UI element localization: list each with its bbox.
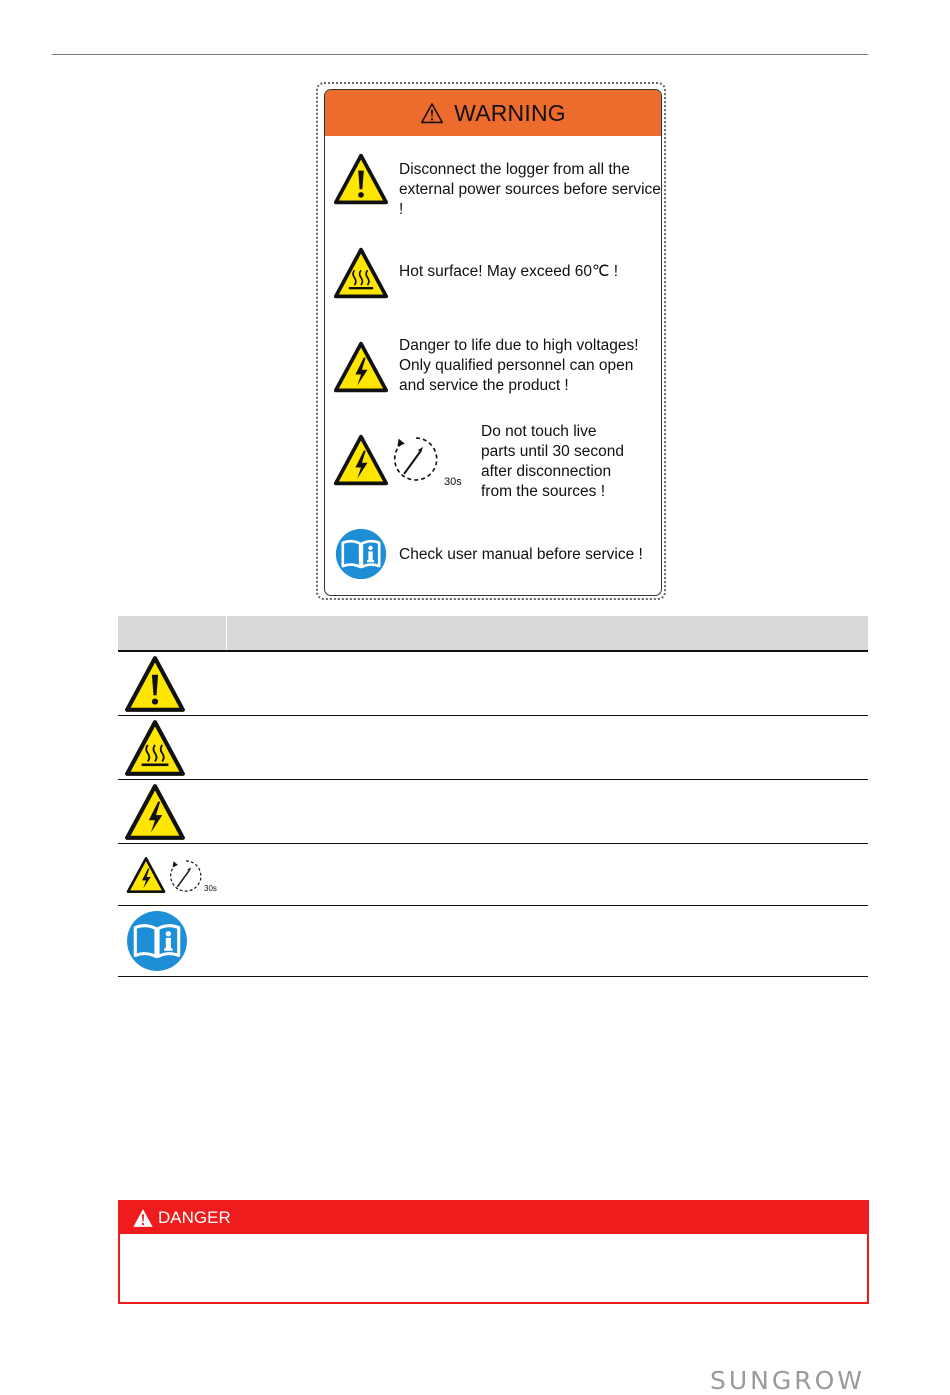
general-warning-icon xyxy=(124,655,186,713)
table-row xyxy=(118,716,868,780)
brand-logo: SUNGROW xyxy=(710,1366,866,1395)
hot-surface-icon xyxy=(333,246,389,300)
timer-label: 30s xyxy=(444,476,462,488)
table-header xyxy=(118,616,868,652)
symbol-cell xyxy=(118,652,226,715)
label-item-text: and service the product ! xyxy=(399,377,569,394)
label-item-text: parts until 30 second xyxy=(481,443,625,460)
symbol-cell xyxy=(118,716,226,779)
danger-notice xyxy=(118,1200,869,1304)
table-row xyxy=(118,906,868,977)
label-item xyxy=(325,150,661,218)
timer-icon xyxy=(391,434,441,484)
warning-label xyxy=(324,89,662,596)
read-manual-icon xyxy=(126,910,188,972)
label-header-text: WARNING xyxy=(454,99,566,126)
table-row xyxy=(118,652,868,716)
timer-icon xyxy=(168,858,204,894)
symbol-cell xyxy=(118,780,226,843)
high-voltage-icon xyxy=(124,783,186,841)
table-row xyxy=(118,780,868,844)
label-item-text: Do not touch live xyxy=(481,423,597,440)
danger-header xyxy=(120,1202,867,1234)
header-rule xyxy=(52,54,868,55)
label-item-text: from the sources ! xyxy=(481,483,606,500)
warning-triangle-icon xyxy=(420,102,444,124)
timer-label: 30s xyxy=(204,884,217,893)
high-voltage-icon xyxy=(333,340,389,394)
label-item xyxy=(325,244,661,304)
hot-surface-icon xyxy=(124,719,186,777)
label-item-text: external power sources before service ! xyxy=(399,181,661,218)
column-separator xyxy=(226,616,227,650)
label-item xyxy=(325,336,661,398)
danger-triangle-icon xyxy=(132,1208,154,1228)
table-row xyxy=(118,844,868,906)
label-header xyxy=(325,90,661,136)
label-item xyxy=(325,422,661,502)
label-item-text: Danger to life due to high voltages! xyxy=(399,337,639,354)
label-item-text: after disconnection xyxy=(481,463,612,480)
symbol-cell xyxy=(118,906,226,976)
label-item-text: Only qualified personnel can open xyxy=(399,357,634,374)
read-manual-icon xyxy=(335,528,387,580)
symbol-cell xyxy=(118,844,226,905)
label-item-text: Disconnect the logger from all the xyxy=(399,161,630,178)
high-voltage-icon xyxy=(126,856,166,894)
label-item xyxy=(325,528,661,584)
high-voltage-icon xyxy=(333,432,389,488)
label-item-text: Check user manual before service ! xyxy=(399,546,643,563)
general-warning-icon xyxy=(333,152,389,206)
label-item-text: Hot surface! May exceed 60℃ ! xyxy=(399,263,619,280)
symbol-table xyxy=(118,616,868,977)
danger-title: DANGER xyxy=(158,1208,231,1227)
